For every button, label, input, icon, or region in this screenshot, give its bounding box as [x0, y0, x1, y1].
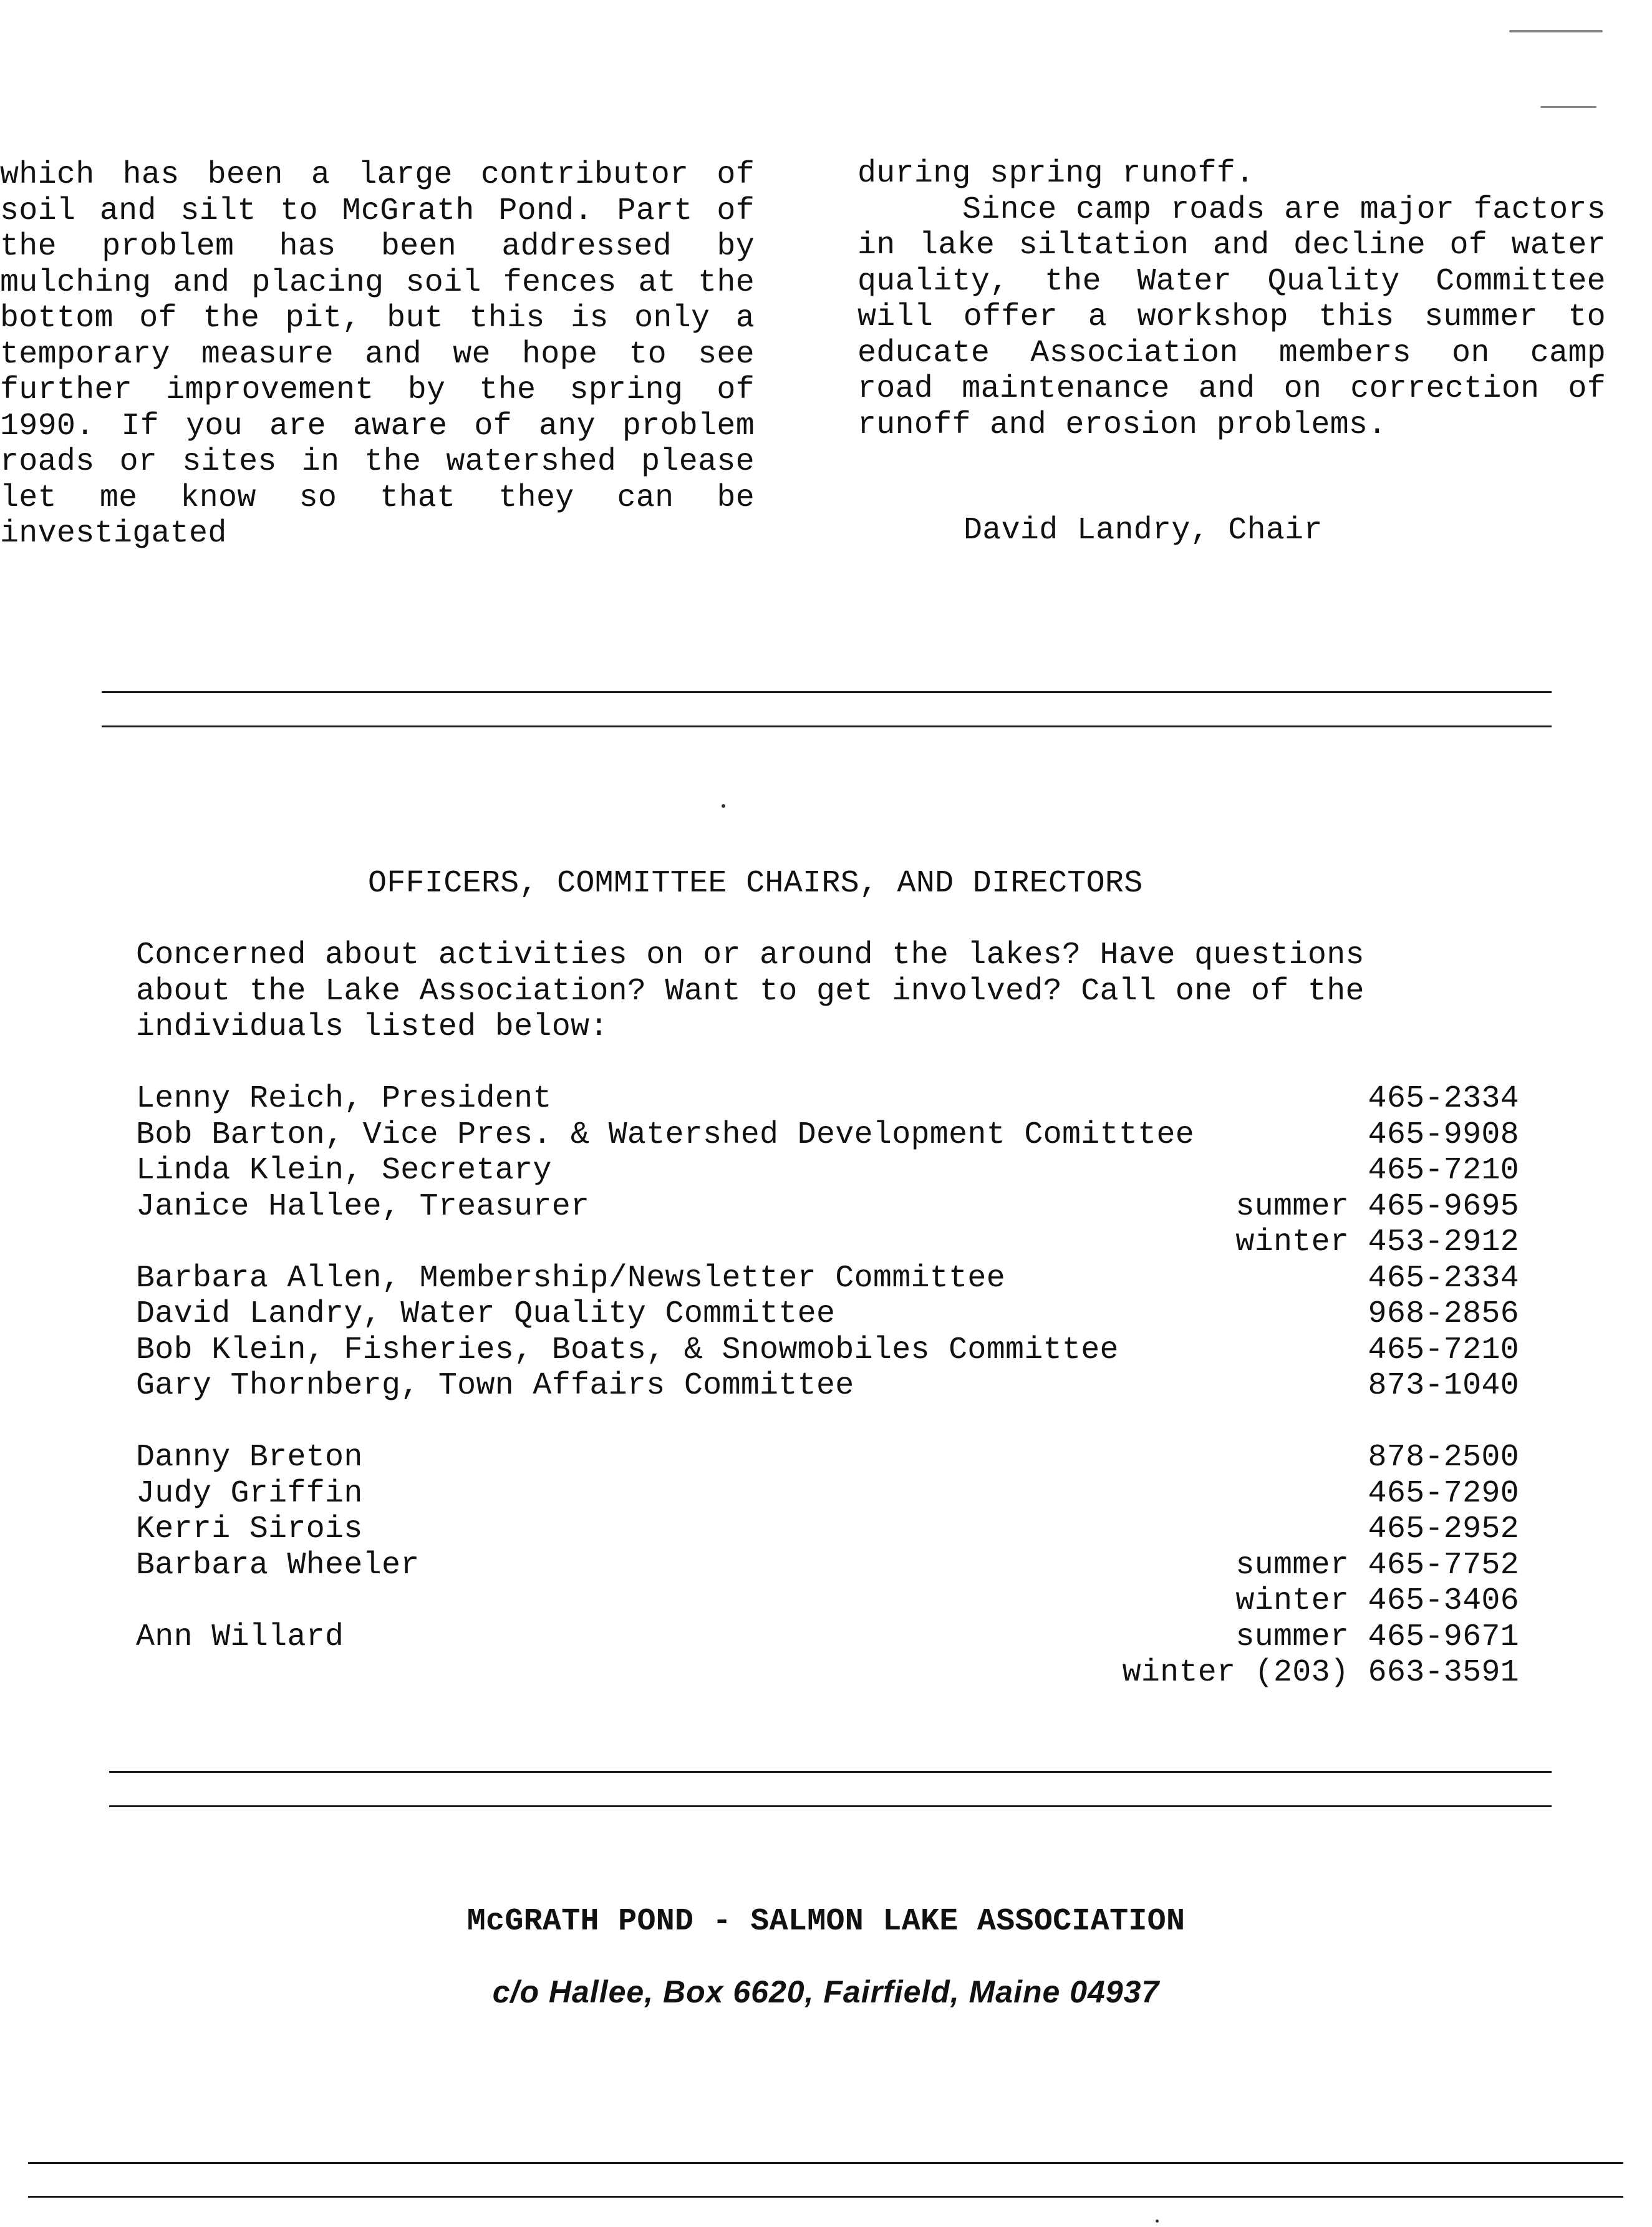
divider-rule [102, 691, 1552, 693]
officers-directory [136, 1081, 1519, 1691]
phone-number: 465-2334 [1368, 1081, 1519, 1117]
divider-rule [109, 1805, 1552, 1807]
directory-row [136, 1511, 1519, 1548]
directory-row [136, 1153, 1519, 1189]
person-name: Bob Barton, Vice Pres. & Watershed Development Comitttee [136, 1117, 1195, 1153]
phone-number: 878-2500 [1368, 1440, 1519, 1475]
article-left-text: which has been a large contributor of soil and silt to McGrath Pond. Part of the problem has been addressed by mulching and placing soil fences at the bottom of the pit, but this is only a temporary measure and we hope to see further improvement by the spring of 1990. If you are aware of any problem roads or sites in the watershed please let me know so that they can be investigated [0, 157, 755, 551]
directory-row [136, 1440, 1519, 1476]
directory-row [136, 1225, 1519, 1261]
phone-label: winter [1235, 1583, 1350, 1619]
scan-speck [1156, 2220, 1159, 2223]
article-right-continuation: during spring runoff. [857, 156, 1255, 192]
phone-number: 465-7210 [1368, 1153, 1519, 1188]
intro-line: about the Lake Association? Want to get involved? Call one of the [136, 973, 1365, 1009]
phone-number: 465-2334 [1368, 1260, 1519, 1296]
association-address: c/o Hallee, Box 6620, Fairfield, Maine 04937 [492, 1974, 1160, 2009]
person-name: Janice Hallee, Treasurer [136, 1188, 590, 1225]
directory-row [136, 1619, 1519, 1656]
phone-number: 465-9695 [1368, 1188, 1519, 1225]
scan-speck [1509, 30, 1603, 32]
directory-row [136, 1261, 1519, 1297]
divider-rule [28, 2196, 1623, 2198]
association-name: McGRATH POND - SALMON LAKE ASSOCIATION [466, 1904, 1186, 1939]
person-name: Barbara Wheeler [136, 1547, 420, 1583]
directory-row [136, 1117, 1519, 1153]
person-name: Barbara Allen, Membership/Newsletter Committee [136, 1260, 1006, 1296]
phone-number: 465-2952 [1368, 1511, 1519, 1547]
directory-row [136, 1368, 1519, 1404]
phone-number: 465-9671 [1368, 1619, 1519, 1655]
directory-row [136, 1476, 1519, 1512]
directory-row [136, 1548, 1519, 1584]
divider-rule [109, 1771, 1552, 1773]
person-name: Judy Griffin [136, 1475, 363, 1511]
person-name: David Landry, Water Quality Committee [136, 1296, 836, 1332]
officers-heading: OFFICERS, COMMITTEE CHAIRS, AND DIRECTORS [368, 866, 1143, 901]
person-name: Gary Thornberg, Town Affairs Committee [136, 1368, 854, 1404]
phone-number: 465-3406 [1368, 1583, 1519, 1619]
directory-row [136, 1332, 1519, 1369]
phone-number: 663-3591 [1368, 1655, 1519, 1691]
person-name: Ann Willard [136, 1619, 344, 1655]
directory-row [136, 1189, 1519, 1225]
phone-number: 873-1040 [1368, 1368, 1519, 1404]
phone-number: 453-2912 [1368, 1225, 1519, 1260]
person-name: Danny Breton [136, 1440, 363, 1475]
directory-row [136, 1655, 1519, 1691]
directory-row [136, 1296, 1519, 1332]
phone-number: 465-7210 [1368, 1332, 1519, 1368]
officers-intro [136, 938, 1520, 1046]
directory-row [136, 1081, 1519, 1117]
scan-speck [722, 804, 725, 808]
person-name: Lenny Reich, President [136, 1081, 552, 1117]
article-left-column [0, 157, 755, 552]
article-signature: David Landry, Chair [964, 513, 1323, 548]
phone-number: 968-2856 [1368, 1296, 1519, 1332]
divider-rule [28, 2162, 1623, 2164]
phone-number: 465-7752 [1368, 1547, 1519, 1583]
intro-line: Concerned about activities on or around the lakes? Have questions [136, 938, 1365, 973]
person-name: Kerri Sirois [136, 1511, 363, 1547]
person-name: Linda Klein, Secretary [136, 1153, 552, 1188]
divider-rule [102, 725, 1552, 727]
phone-label: winter [1235, 1225, 1350, 1260]
article-right-paragraph: Since camp roads are major factors in lake siltation and decline of water quality, the Water Quality Committee will offer a workshop this summer to educate Association members on camp road maintenance and on correction of runoff and erosion problems. [857, 192, 1606, 443]
directory-row [136, 1583, 1519, 1619]
phone-label: summer [1235, 1547, 1350, 1583]
phone-label: summer [1235, 1188, 1350, 1225]
phone-number: 465-9908 [1368, 1117, 1519, 1153]
person-name: Bob Klein, Fisheries, Boats, & Snowmobiles Committee [136, 1332, 1119, 1368]
scan-speck [1540, 106, 1596, 108]
article-right-column [857, 156, 1606, 443]
phone-label: summer [1235, 1619, 1350, 1655]
phone-label: winter (203) [1122, 1655, 1350, 1691]
intro-line: individuals listed below: [136, 1009, 609, 1045]
phone-number: 465-7290 [1368, 1475, 1519, 1511]
